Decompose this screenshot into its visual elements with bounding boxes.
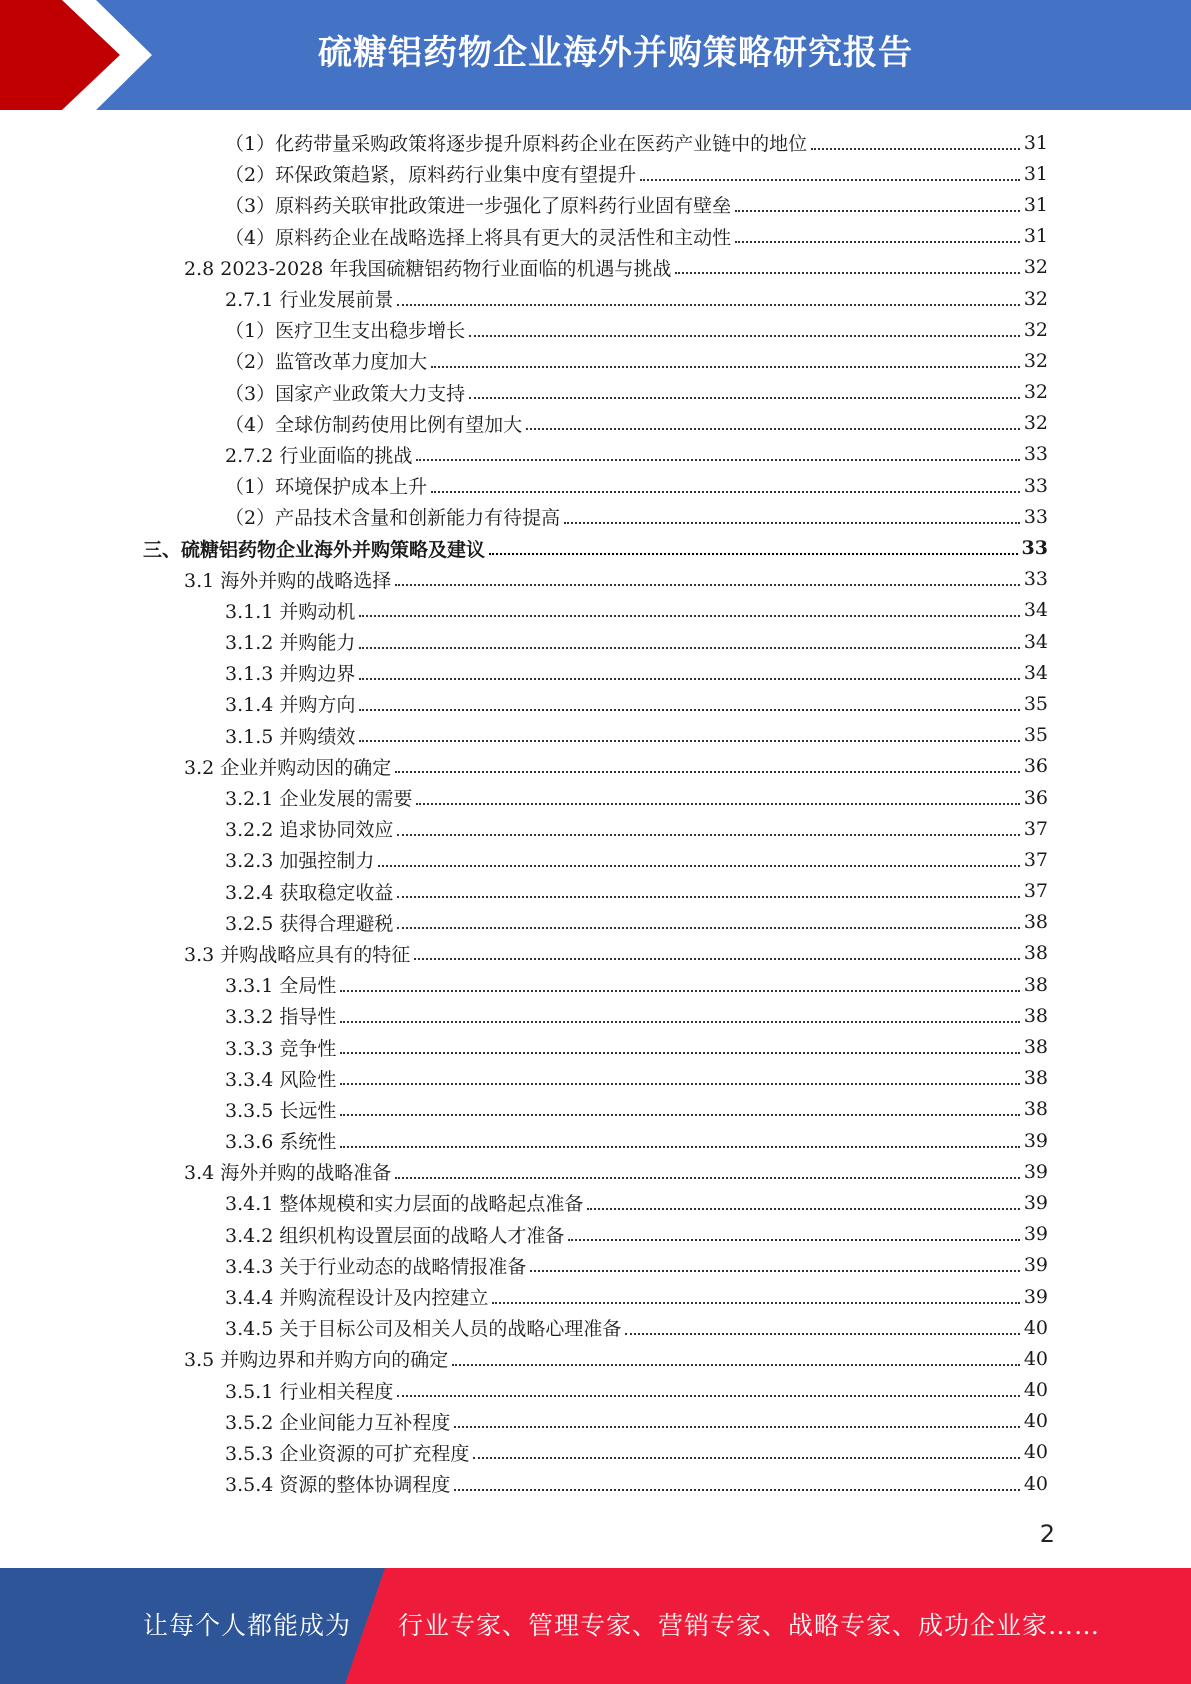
toc-entry-label: 3.2.4 获取稳定收益 (225, 881, 394, 904)
toc-entry (225, 969, 1048, 1000)
page-number: 2 (1039, 1520, 1055, 1548)
toc-entry-label: 3.2.5 获得合理避税 (225, 912, 394, 935)
toc-entry (225, 189, 1048, 220)
toc-entry-label: （1）化药带量采购政策将逐步提升原料药企业在医药产业链中的地位 (225, 133, 808, 156)
toc-entry-page: 40 (1023, 1347, 1048, 1370)
toc-entry (184, 564, 1048, 595)
toc-entry-page: 40 (1023, 1441, 1048, 1464)
toc-entry-label: 3.4.1 整体规模和实力层面的战略起点准备 (225, 1193, 584, 1216)
toc-entry (225, 595, 1048, 626)
toc-entry-page: 40 (1023, 1472, 1048, 1495)
toc-entry (184, 1343, 1048, 1374)
toc-entry (225, 127, 1048, 158)
toc-entry (225, 813, 1048, 844)
toc-entry (225, 408, 1048, 439)
toc-dot-leader (473, 1457, 1019, 1459)
toc-dot-leader (340, 1146, 1019, 1148)
toc-entry-label: 3.1.2 并购能力 (225, 632, 356, 655)
toc-entry-label: （3）原料药关联审批政策进一步强化了原料药行业固有壁垒 (225, 195, 732, 218)
toc-entry-label: 3.1.5 并购绩效 (225, 725, 356, 748)
toc-entry-label: 3.3.2 指导性 (225, 1006, 337, 1029)
toc-entry (225, 1187, 1048, 1218)
toc-entry-label: （4）原料药企业在战略选择上将具有更大的灵活性和主动性 (225, 226, 732, 249)
toc-entry-page: 31 (1023, 225, 1048, 248)
toc-entry-label: 3.4.2 组织机构设置层面的战略人才准备 (225, 1224, 565, 1247)
table-of-contents (0, 127, 1191, 1499)
toc-entry-page: 37 (1023, 880, 1048, 903)
toc-entry-label: 3.5 并购边界和并购方向的确定 (184, 1349, 449, 1372)
toc-entry-page: 38 (1023, 1067, 1048, 1090)
toc-entry-page: 35 (1023, 724, 1048, 747)
toc-entry-label: 2.7.1 行业发展前景 (225, 289, 394, 312)
toc-entry (225, 1468, 1048, 1499)
toc-entry-page: 36 (1023, 786, 1048, 809)
toc-entry-label: 3.2 企业并购动因的确定 (184, 756, 392, 779)
toc-entry-page: 33 (1023, 568, 1048, 591)
toc-entry-label: 2.7.2 行业面临的挑战 (225, 444, 413, 467)
toc-dot-leader (340, 990, 1019, 992)
toc-entry (225, 782, 1048, 813)
toc-entry-page: 33 (1023, 443, 1048, 466)
toc-entry (184, 252, 1048, 283)
toc-dot-leader (416, 803, 1019, 805)
toc-entry-page: 39 (1023, 1285, 1048, 1308)
page-footer (0, 1568, 1191, 1684)
toc-entry (225, 470, 1048, 501)
toc-entry-label: 3.4.3 关于行业动态的战略情报准备 (225, 1255, 527, 1278)
toc-entry (225, 657, 1048, 688)
toc-entry (143, 532, 1048, 563)
toc-entry-label: 3.2.2 追求协同效应 (225, 819, 394, 842)
toc-dot-leader (452, 1364, 1020, 1366)
toc-entry (225, 1281, 1048, 1312)
toc-entry (225, 1406, 1048, 1437)
toc-dot-leader (359, 647, 1019, 649)
toc-entry-label: 3.4 海外并购的战略准备 (184, 1162, 392, 1185)
toc-entry-label: 3.4.4 并购流程设计及内控建立 (225, 1287, 489, 1310)
toc-entry (225, 221, 1048, 252)
toc-dot-leader (675, 272, 1019, 274)
report-title: 硫糖铝药物企业海外并购策略研究报告 (318, 33, 913, 73)
toc-entry-label: （3）国家产业政策大力支持 (225, 382, 466, 405)
toc-entry (225, 907, 1048, 938)
toc-dot-leader (735, 241, 1020, 243)
toc-entry-label: 3.5.3 企业资源的可扩充程度 (225, 1442, 470, 1465)
toc-entry (225, 1000, 1048, 1031)
toc-entry-page: 32 (1023, 256, 1048, 279)
toc-dot-leader (564, 522, 1020, 524)
toc-dot-leader (397, 304, 1019, 306)
toc-entry (225, 345, 1048, 376)
toc-dot-leader (340, 1114, 1019, 1116)
toc-entry-page: 38 (1023, 1098, 1048, 1121)
toc-entry-page: 33 (1021, 537, 1048, 560)
toc-entry-label: 3.1.3 并购边界 (225, 663, 356, 686)
toc-entry (225, 626, 1048, 657)
toc-entry-page: 36 (1023, 755, 1048, 778)
toc-entry (225, 501, 1048, 532)
toc-entry-label: 3.2.1 企业发展的需要 (225, 788, 413, 811)
toc-entry-page: 37 (1023, 817, 1048, 840)
toc-entry-label: 3.3.6 系统性 (225, 1131, 337, 1154)
toc-entry (225, 1219, 1048, 1250)
toc-entry-page: 32 (1023, 349, 1048, 372)
toc-entry-page: 34 (1023, 599, 1048, 622)
toc-entry-label: 3.2.3 加强控制力 (225, 850, 375, 873)
page-header (0, 0, 1191, 110)
toc-dot-leader (811, 148, 1020, 150)
toc-dot-leader (397, 927, 1019, 929)
toc-entry-page: 32 (1023, 287, 1048, 310)
toc-entry-label: 3.1.1 并购动机 (225, 600, 356, 623)
toc-entry (225, 844, 1048, 875)
toc-entry-page: 38 (1023, 942, 1048, 965)
toc-dot-leader (414, 958, 1020, 960)
toc-entry-label: 三、硫糖铝药物企业海外并购策略及建议 (143, 538, 486, 561)
toc-dot-leader (431, 491, 1020, 493)
toc-dot-leader (735, 210, 1020, 212)
toc-entry-label: （1）医疗卫生支出稳步增长 (225, 320, 466, 343)
toc-entry-label: 3.1 海外并购的战略选择 (184, 569, 392, 592)
toc-entry-page: 40 (1023, 1379, 1048, 1402)
toc-entry-page: 38 (1023, 1004, 1048, 1027)
toc-entry (225, 377, 1048, 408)
toc-entry-page: 35 (1023, 692, 1048, 715)
toc-dot-leader (397, 834, 1019, 836)
toc-entry-page: 33 (1023, 505, 1048, 528)
toc-entry-page: 39 (1023, 1254, 1048, 1277)
toc-entry (225, 314, 1048, 345)
toc-entry-page: 38 (1023, 911, 1048, 934)
toc-entry-page: 34 (1023, 630, 1048, 653)
toc-dot-leader (568, 1239, 1019, 1241)
toc-entry-page: 39 (1023, 1191, 1048, 1214)
toc-dot-leader (416, 459, 1019, 461)
toc-entry-label: （2）产品技术含量和创新能力有待提高 (225, 507, 561, 530)
toc-entry-page: 31 (1023, 193, 1048, 216)
footer-slogan-left: 让每个人都能成为 (143, 1611, 352, 1640)
toc-entry (225, 1094, 1048, 1125)
toc-entry-page: 31 (1023, 131, 1048, 154)
toc-dot-leader (489, 553, 1018, 555)
toc-entry (225, 158, 1048, 189)
toc-entry-page: 39 (1023, 1160, 1048, 1183)
toc-entry (225, 720, 1048, 751)
toc-entry (225, 1125, 1048, 1156)
toc-dot-leader (359, 615, 1019, 617)
toc-entry-page: 34 (1023, 661, 1048, 684)
toc-entry-label: （2）监管改革力度加大 (225, 351, 428, 374)
toc-entry-page: 37 (1023, 848, 1048, 871)
toc-dot-leader (492, 1302, 1019, 1304)
toc-entry (225, 1312, 1048, 1343)
toc-entry-page: 32 (1023, 412, 1048, 435)
toc-entry-label: 3.5.1 行业相关程度 (225, 1380, 394, 1403)
toc-entry (225, 688, 1048, 719)
toc-dot-leader (640, 179, 1020, 181)
toc-dot-leader (340, 1052, 1019, 1054)
toc-entry-page: 31 (1023, 162, 1048, 185)
toc-dot-leader (587, 1208, 1019, 1210)
toc-dot-leader (526, 428, 1020, 430)
toc-entry-page: 39 (1023, 1223, 1048, 1246)
toc-entry (225, 1031, 1048, 1062)
toc-dot-leader (359, 740, 1019, 742)
toc-entry-page: 38 (1023, 973, 1048, 996)
toc-entry-label: 3.1.4 并购方向 (225, 694, 356, 717)
toc-entry-page: 32 (1023, 381, 1048, 404)
toc-entry-label: 3.3.5 长远性 (225, 1099, 337, 1122)
toc-dot-leader (530, 1270, 1019, 1272)
toc-dot-leader (625, 1333, 1019, 1335)
toc-entry (184, 938, 1048, 969)
toc-dot-leader (340, 1021, 1019, 1023)
toc-dot-leader (454, 1426, 1019, 1428)
toc-entry (225, 876, 1048, 907)
toc-entry-label: （2）环保政策趋紧，原料药行业集中度有望提升 (225, 164, 637, 187)
toc-entry (225, 439, 1048, 470)
toc-entry (225, 283, 1048, 314)
toc-entry-label: 3.3.4 风险性 (225, 1068, 337, 1091)
toc-entry-label: 3.3.1 全局性 (225, 975, 337, 998)
toc-entry (184, 751, 1048, 782)
toc-entry-label: （1）环境保护成本上升 (225, 476, 428, 499)
toc-dot-leader (395, 1177, 1020, 1179)
toc-dot-leader (397, 1395, 1019, 1397)
toc-dot-leader (397, 896, 1019, 898)
toc-entry-label: 3.5.2 企业间能力互补程度 (225, 1411, 451, 1434)
toc-entry (184, 1156, 1048, 1187)
toc-entry-page: 40 (1023, 1410, 1048, 1433)
toc-entry-label: （4）全球仿制药使用比例有望加大 (225, 413, 523, 436)
toc-dot-leader (469, 335, 1020, 337)
toc-dot-leader (340, 1083, 1019, 1085)
toc-entry (225, 1250, 1048, 1281)
toc-dot-leader (395, 771, 1020, 773)
toc-dot-leader (359, 709, 1019, 711)
toc-entry-label: 3.3 并购战略应具有的特征 (184, 943, 411, 966)
toc-entry-page: 39 (1023, 1129, 1048, 1152)
toc-entry-label: 3.3.3 竞争性 (225, 1037, 337, 1060)
toc-dot-leader (469, 397, 1020, 399)
toc-entry (225, 1437, 1048, 1468)
toc-entry (225, 1063, 1048, 1094)
toc-dot-leader (359, 678, 1019, 680)
toc-dot-leader (378, 865, 1019, 867)
toc-entry-page: 32 (1023, 318, 1048, 341)
toc-dot-leader (431, 366, 1020, 368)
toc-entry-label: 3.5.4 资源的整体协调程度 (225, 1474, 451, 1497)
toc-entry-label: 3.4.5 关于目标公司及相关人员的战略心理准备 (225, 1318, 622, 1341)
toc-entry-page: 40 (1023, 1316, 1048, 1339)
toc-entry-page: 33 (1023, 474, 1048, 497)
toc-dot-leader (454, 1489, 1019, 1491)
toc-dot-leader (395, 584, 1020, 586)
toc-entry (225, 1375, 1048, 1406)
toc-entry-page: 38 (1023, 1036, 1048, 1059)
footer-slogan-right: 行业专家、管理专家、营销专家、战略专家、成功企业家…… (398, 1611, 1101, 1640)
toc-entry-label: 2.8 2023-2028 年我国硫糖铝药物行业面临的机遇与挑战 (184, 257, 672, 280)
